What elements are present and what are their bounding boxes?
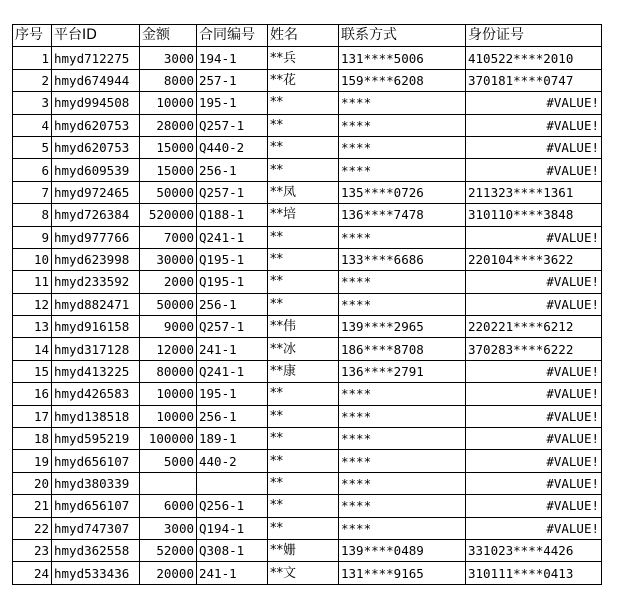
cell-id-number[interactable]: 331023****4426 [466, 539, 602, 561]
cell-platform-id[interactable]: hmyd712275 [52, 47, 140, 69]
cell-contract-no[interactable]: Q188-1 [197, 204, 268, 226]
cell-platform-id[interactable]: hmyd674944 [52, 69, 140, 91]
cell-contract-no[interactable]: 241-1 [197, 338, 268, 360]
cell-amount[interactable]: 3000 [140, 47, 197, 69]
cell-index[interactable]: 13 [13, 316, 52, 338]
cell-amount[interactable]: 15000 [140, 136, 197, 158]
cell-index[interactable]: 10 [13, 248, 52, 270]
table-row [13, 69, 602, 91]
cell-id-number[interactable]: #VALUE! [466, 450, 602, 472]
cell-name[interactable]: ** [268, 383, 339, 405]
cell-amount[interactable]: 520000 [140, 204, 197, 226]
cell-id-number[interactable]: 410522****2010 [466, 47, 602, 69]
col-header-name[interactable]: 姓名 [268, 25, 339, 47]
cell-contract-no[interactable]: 194-1 [197, 47, 268, 69]
cell-amount[interactable]: 10000 [140, 383, 197, 405]
cell-name[interactable]: ** [268, 293, 339, 315]
cell-contract-no[interactable] [197, 472, 268, 494]
cell-platform-id[interactable]: hmyd380339 [52, 472, 140, 494]
table-row [13, 450, 602, 472]
cell-amount[interactable]: 9000 [140, 316, 197, 338]
cell-platform-id[interactable]: hmyd656107 [52, 495, 140, 517]
cell-contract-no[interactable]: 256-1 [197, 405, 268, 427]
cell-platform-id[interactable]: hmyd916158 [52, 316, 140, 338]
cell-index[interactable]: 2 [13, 69, 52, 91]
cell-amount[interactable]: 50000 [140, 293, 197, 315]
cell-amount[interactable] [140, 472, 197, 494]
table-row [13, 316, 602, 338]
cell-id-number[interactable]: #VALUE! [466, 114, 602, 136]
cell-contact[interactable]: **** [339, 271, 466, 293]
cell-contact[interactable]: **** [339, 428, 466, 450]
cell-amount[interactable]: 100000 [140, 428, 197, 450]
cell-platform-id[interactable]: hmyd426583 [52, 383, 140, 405]
cell-id-number[interactable]: #VALUE! [466, 517, 602, 539]
cell-platform-id[interactable]: hmyd620753 [52, 136, 140, 158]
cell-name[interactable]: ** [268, 428, 339, 450]
cell-id-number[interactable]: #VALUE! [466, 226, 602, 248]
table-row [13, 114, 602, 136]
cell-name[interactable]: **兵 [268, 47, 339, 69]
cell-index[interactable]: 9 [13, 226, 52, 248]
cell-platform-id[interactable]: hmyd882471 [52, 293, 140, 315]
cell-contact[interactable]: 136****2791 [339, 360, 466, 382]
cell-index[interactable]: 21 [13, 495, 52, 517]
cell-contact[interactable]: 159****6208 [339, 69, 466, 91]
cell-amount[interactable]: 3000 [140, 517, 197, 539]
cell-index[interactable]: 12 [13, 293, 52, 315]
cell-contact[interactable]: **** [339, 450, 466, 472]
cell-contract-no[interactable]: Q257-1 [197, 114, 268, 136]
table-row [13, 360, 602, 382]
cell-name[interactable]: ** [268, 248, 339, 270]
cell-platform-id[interactable]: hmyd609539 [52, 159, 140, 181]
cell-amount[interactable]: 2000 [140, 271, 197, 293]
cell-index[interactable]: 8 [13, 204, 52, 226]
cell-amount[interactable]: 52000 [140, 539, 197, 561]
cell-amount[interactable]: 20000 [140, 562, 197, 584]
cell-name[interactable]: ** [268, 92, 339, 114]
cell-contract-no[interactable]: Q194-1 [197, 517, 268, 539]
cell-platform-id[interactable]: hmyd138518 [52, 405, 140, 427]
cell-index[interactable]: 4 [13, 114, 52, 136]
col-header-platform-id[interactable]: 平台ID [52, 25, 140, 47]
cell-id-number[interactable]: #VALUE! [466, 360, 602, 382]
cell-id-number[interactable]: #VALUE! [466, 495, 602, 517]
cell-name[interactable]: ** [268, 450, 339, 472]
cell-contract-no[interactable]: 195-1 [197, 92, 268, 114]
cell-id-number[interactable]: 310110****3848 [466, 204, 602, 226]
cell-name[interactable]: ** [268, 159, 339, 181]
cell-name[interactable]: **伟 [268, 316, 339, 338]
cell-id-number[interactable]: 310111****0413 [466, 562, 602, 584]
cell-index[interactable]: 7 [13, 181, 52, 203]
cell-amount[interactable]: 50000 [140, 181, 197, 203]
cell-id-number[interactable]: #VALUE! [466, 428, 602, 450]
table-row [13, 562, 602, 584]
table-row [13, 47, 602, 69]
table-row [13, 226, 602, 248]
cell-amount[interactable]: 6000 [140, 495, 197, 517]
cell-contract-no[interactable]: 195-1 [197, 383, 268, 405]
cell-contact[interactable]: **** [339, 495, 466, 517]
cell-index[interactable]: 23 [13, 539, 52, 561]
cell-name[interactable]: ** [268, 405, 339, 427]
cell-index[interactable]: 5 [13, 136, 52, 158]
cell-id-number[interactable]: #VALUE! [466, 472, 602, 494]
cell-contact[interactable]: **** [339, 226, 466, 248]
cell-name[interactable]: **文 [268, 562, 339, 584]
cell-contract-no[interactable]: 440-2 [197, 450, 268, 472]
cell-contact[interactable]: **** [339, 383, 466, 405]
cell-name[interactable]: **姗 [268, 539, 339, 561]
cell-id-number[interactable]: #VALUE! [466, 383, 602, 405]
cell-platform-id[interactable]: hmyd747307 [52, 517, 140, 539]
table-body [13, 47, 602, 584]
cell-platform-id[interactable]: hmyd595219 [52, 428, 140, 450]
table-row [13, 428, 602, 450]
cell-index[interactable]: 18 [13, 428, 52, 450]
cell-platform-id[interactable]: hmyd994508 [52, 92, 140, 114]
cell-contact[interactable]: 139****2965 [339, 316, 466, 338]
data-table [12, 24, 602, 585]
col-header-index[interactable]: 序号 [13, 25, 52, 47]
cell-id-number[interactable]: #VALUE! [466, 405, 602, 427]
cell-name[interactable]: ** [268, 517, 339, 539]
cell-platform-id[interactable]: hmyd972465 [52, 181, 140, 203]
table-row [13, 383, 602, 405]
cell-contact[interactable]: 136****7478 [339, 204, 466, 226]
cell-contact[interactable]: **** [339, 92, 466, 114]
cell-name[interactable]: ** [268, 114, 339, 136]
cell-contact[interactable]: **** [339, 517, 466, 539]
col-header-contact[interactable]: 联系方式 [339, 25, 466, 47]
cell-id-number[interactable]: #VALUE! [466, 271, 602, 293]
cell-index[interactable]: 19 [13, 450, 52, 472]
cell-name[interactable]: **凤 [268, 181, 339, 203]
cell-id-number[interactable]: 370181****0747 [466, 69, 602, 91]
cell-id-number[interactable]: 211323****1361 [466, 181, 602, 203]
cell-contact[interactable]: 131****5006 [339, 47, 466, 69]
cell-platform-id[interactable]: hmyd413225 [52, 360, 140, 382]
cell-index[interactable]: 11 [13, 271, 52, 293]
table-row [13, 204, 602, 226]
cell-contract-no[interactable]: Q440-2 [197, 136, 268, 158]
cell-contact[interactable]: 133****6686 [339, 248, 466, 270]
cell-index[interactable]: 14 [13, 338, 52, 360]
cell-contact[interactable]: **** [339, 472, 466, 494]
cell-id-number[interactable]: #VALUE! [466, 159, 602, 181]
cell-contact[interactable]: 139****0489 [339, 539, 466, 561]
cell-name[interactable]: **培 [268, 204, 339, 226]
cell-contract-no[interactable]: Q241-1 [197, 360, 268, 382]
cell-amount[interactable]: 15000 [140, 159, 197, 181]
cell-amount[interactable]: 12000 [140, 338, 197, 360]
col-header-id-number[interactable]: 身份证号 [466, 25, 602, 47]
cell-name[interactable]: **冰 [268, 338, 339, 360]
cell-amount[interactable]: 10000 [140, 405, 197, 427]
cell-amount[interactable]: 80000 [140, 360, 197, 382]
cell-name[interactable]: ** [268, 472, 339, 494]
cell-contact[interactable]: 135****0726 [339, 181, 466, 203]
cell-contract-no[interactable]: Q308-1 [197, 539, 268, 561]
cell-platform-id[interactable]: hmyd726384 [52, 204, 140, 226]
cell-contact[interactable]: **** [339, 159, 466, 181]
cell-platform-id[interactable]: hmyd977766 [52, 226, 140, 248]
table-row [13, 517, 602, 539]
cell-index[interactable]: 15 [13, 360, 52, 382]
cell-contact[interactable]: **** [339, 405, 466, 427]
cell-contact[interactable]: **** [339, 136, 466, 158]
table-row [13, 338, 602, 360]
cell-name[interactable]: ** [268, 136, 339, 158]
cell-platform-id[interactable]: hmyd317128 [52, 338, 140, 360]
cell-name[interactable]: **花 [268, 69, 339, 91]
cell-contact[interactable]: **** [339, 114, 466, 136]
cell-name[interactable]: **康 [268, 360, 339, 382]
table-row [13, 136, 602, 158]
col-header-amount[interactable]: 金额 [140, 25, 197, 47]
cell-contract-no[interactable]: Q241-1 [197, 226, 268, 248]
cell-name[interactable]: ** [268, 271, 339, 293]
table-row [13, 293, 602, 315]
cell-contract-no[interactable]: 256-1 [197, 159, 268, 181]
cell-id-number[interactable]: 220104****3622 [466, 248, 602, 270]
cell-platform-id[interactable]: hmyd656107 [52, 450, 140, 472]
cell-id-number[interactable]: #VALUE! [466, 293, 602, 315]
cell-id-number[interactable]: #VALUE! [466, 136, 602, 158]
cell-name[interactable]: ** [268, 495, 339, 517]
cell-platform-id[interactable]: hmyd620753 [52, 114, 140, 136]
cell-index[interactable]: 3 [13, 92, 52, 114]
cell-contract-no[interactable]: 189-1 [197, 428, 268, 450]
cell-amount[interactable]: 5000 [140, 450, 197, 472]
cell-id-number[interactable]: 370283****6222 [466, 338, 602, 360]
table-row [13, 405, 602, 427]
table-row [13, 159, 602, 181]
header-row [13, 25, 602, 47]
cell-contact[interactable]: 131****9165 [339, 562, 466, 584]
cell-amount[interactable]: 30000 [140, 248, 197, 270]
cell-contract-no[interactable]: Q256-1 [197, 495, 268, 517]
cell-contact[interactable]: **** [339, 293, 466, 315]
table-row [13, 539, 602, 561]
cell-index[interactable]: 17 [13, 405, 52, 427]
col-header-contract-no[interactable]: 合同编号 [197, 25, 268, 47]
cell-contract-no[interactable]: 241-1 [197, 562, 268, 584]
cell-platform-id[interactable]: hmyd533436 [52, 562, 140, 584]
cell-contract-no[interactable]: Q195-1 [197, 271, 268, 293]
table-row [13, 248, 602, 270]
cell-platform-id[interactable]: hmyd362558 [52, 539, 140, 561]
cell-index[interactable]: 16 [13, 383, 52, 405]
cell-index[interactable]: 1 [13, 47, 52, 69]
table-row [13, 472, 602, 494]
cell-index[interactable]: 22 [13, 517, 52, 539]
cell-id-number[interactable]: #VALUE! [466, 92, 602, 114]
cell-amount[interactable]: 8000 [140, 69, 197, 91]
cell-contract-no[interactable]: Q257-1 [197, 316, 268, 338]
cell-index[interactable]: 6 [13, 159, 52, 181]
cell-contract-no[interactable]: 256-1 [197, 293, 268, 315]
table-row [13, 495, 602, 517]
table-row [13, 92, 602, 114]
table-row [13, 181, 602, 203]
cell-amount[interactable]: 7000 [140, 226, 197, 248]
cell-index[interactable]: 20 [13, 472, 52, 494]
cell-index[interactable]: 24 [13, 562, 52, 584]
cell-contract-no[interactable]: Q195-1 [197, 248, 268, 270]
cell-name[interactable]: ** [268, 226, 339, 248]
cell-contact[interactable]: 186****8708 [339, 338, 466, 360]
table-row [13, 271, 602, 293]
cell-platform-id[interactable]: hmyd233592 [52, 271, 140, 293]
table-header [13, 25, 602, 47]
cell-contract-no[interactable]: Q257-1 [197, 181, 268, 203]
cell-id-number[interactable]: 220221****6212 [466, 316, 602, 338]
cell-contract-no[interactable]: 257-1 [197, 69, 268, 91]
cell-platform-id[interactable]: hmyd623998 [52, 248, 140, 270]
cell-amount[interactable]: 28000 [140, 114, 197, 136]
cell-amount[interactable]: 10000 [140, 92, 197, 114]
